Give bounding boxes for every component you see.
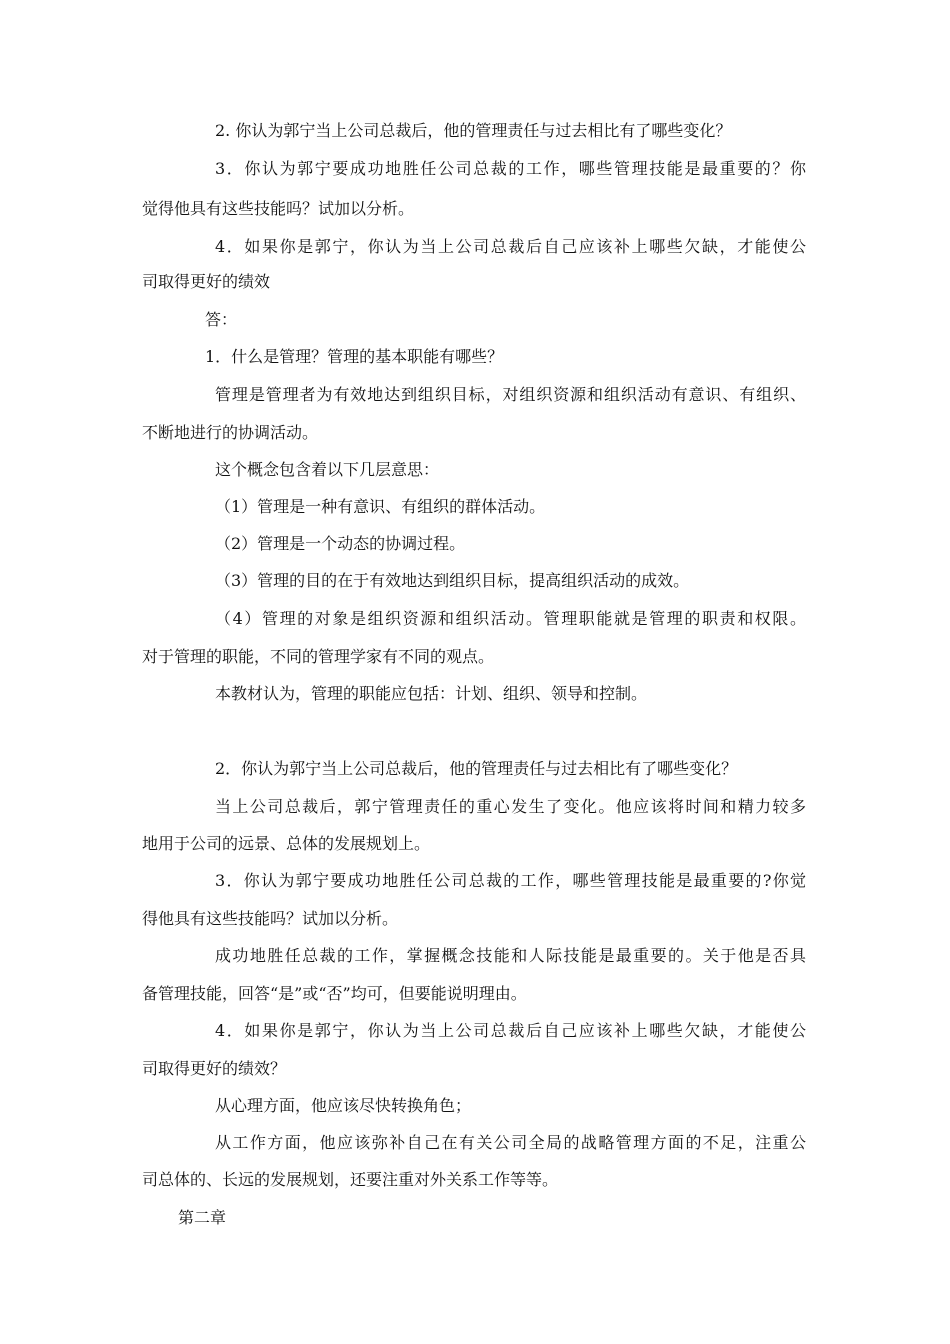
line-28: 司总体的、长远的发展规划，还要注重对外关系工作等等。 [142, 1170, 559, 1189]
line-5: 司取得更好的绩效 [142, 272, 271, 291]
line-3: 觉得他具有这些技能吗？试加以分析。 [142, 199, 415, 218]
line-21: 得他具有这些技能吗？试加以分析。 [142, 909, 399, 928]
line-6: 答： [205, 310, 238, 329]
line-26: 从心理方面，他应该尽快转换角色； [215, 1096, 472, 1115]
line-15: 对于管理的职能，不同的管理学家有不同的观点。 [142, 647, 495, 666]
line-25: 司取得更好的绩效？ [142, 1059, 287, 1078]
line-8: 管理是管理者为有效地达到组织目标，对组织资源和组织活动有意识、有组织、 [215, 385, 806, 404]
chapter-heading: 第二章 [178, 1208, 227, 1227]
line-27: 从工作方面，他应该弥补自己在有关公司全局的战略管理方面的不足，注重公 [215, 1133, 806, 1152]
line-22: 成功地胜任总裁的工作，掌握概念技能和人际技能是最重要的。关于他是否具 [215, 946, 806, 965]
line-11: （1）管理是一种有意识、有组织的群体活动。 [215, 497, 546, 516]
line-2: 3．你认为郭宁要成功地胜任公司总裁的工作，哪些管理技能是最重要的？你 [215, 159, 806, 178]
line-10: 这个概念包含着以下几层意思： [215, 460, 440, 479]
line-14: （4）管理的对象是组织资源和组织活动。管理职能就是管理的职责和权限。 [215, 609, 806, 628]
line-16: 本教材认为，管理的职能应包括：计划、组织、领导和控制。 [215, 684, 648, 703]
line-19: 地用于公司的远景、总体的发展规划上。 [142, 834, 431, 853]
line-9: 不断地进行的协调活动。 [142, 423, 319, 442]
line-20: 3．你认为郭宁要成功地胜任公司总裁的工作，哪些管理技能是最重要的?你觉 [215, 871, 806, 890]
line-18: 当上公司总裁后，郭宁管理责任的重心发生了变化。他应该将时间和精力较多 [215, 797, 806, 816]
line-4: 4．如果你是郭宁，你认为当上公司总裁后自己应该补上哪些欠缺，才能使公 [215, 237, 806, 256]
line-7: 1．什么是管理？管理的基本职能有哪些？ [205, 347, 504, 366]
line-1: 2. 你认为郭宁当上公司总裁后，他的管理责任与过去相比有了哪些变化？ [215, 121, 732, 140]
line-23: 备管理技能，回答“是”或“否”均可，但要能说明理由。 [142, 984, 527, 1003]
line-12: （2）管理是一个动态的协调过程。 [215, 534, 466, 553]
line-13: （3）管理的目的在于有效地达到组织目标，提高组织活动的成效。 [215, 571, 690, 590]
line-17: 2．你认为郭宁当上公司总裁后，他的管理责任与过去相比有了哪些变化？ [215, 759, 738, 778]
line-24: 4．如果你是郭宁，你认为当上公司总裁后自己应该补上哪些欠缺，才能使公 [215, 1021, 806, 1040]
